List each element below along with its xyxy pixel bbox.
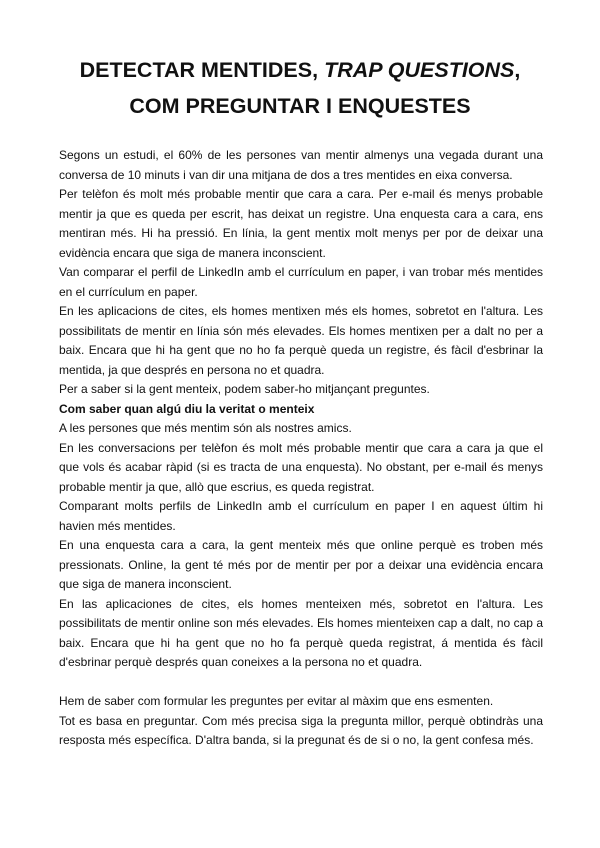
paragraph-9: En una enquesta cara a cara, la gent menteix més que online perquè es troben més pressionats. Online, la gent té més por de mentir per por a deixar una evidència encara que siga de manera inconscient. [59,538,543,591]
paragraph-12: Tot es basa en preguntar. Com més precisa siga la pregunta millor, perquè obtindràs una resposta més específica. D'altra banda, si la pregunat és de si o no, la gent confesa més. [59,713,543,747]
paragraph-6: A les persones que més mentim són als nostres amics. [59,421,352,435]
paragraph-1: Segons un estudi, el 60% de les persones van mentir almenys una vegada durant una conversa de 10 minuts i van dir una mitjana de dos a tres mentides en eixa conversa. [59,148,543,182]
title-part-2: , [514,58,521,82]
section-heading: Com saber quan algú diu la veritat o menteix [59,401,315,416]
title-part-1: DETECTAR MENTIDES, [79,58,325,82]
paragraph-4: En les aplicacions de cites, els homes mentixen més els homes, sobretot en l'altura. Les possibilitats de mentir en línia són més elevades. Els homes mentixen per a dalt no per a baix. Encara que hi ha gent que no ho fa perquè queda un registre, és fàcil d'esbrinar la mentida, ja que després en persona no et quadra. [59,304,543,377]
paragraph-8: Comparant molts perfils de LinkedIn amb el currículum en paper I en aquest últim hi havien més mentides. [59,499,543,533]
document-title-line-1 [40,57,560,83]
paragraph-3: Van comparar el perfil de LinkedIn amb el currículum en paper, i van trobar més mentides en el currículum en paper. [59,265,543,299]
document-title-line-2: COM PREGUNTAR I ENQUESTES [129,94,471,118]
document-body [59,146,543,751]
paragraph-5: Per a saber si la gent menteix, podem saber-ho mitjançant preguntes. [59,382,430,396]
paragraph-10: En las aplicaciones de cites, els homes menteixen més, sobretot en l'altura. Les possibilitats de mentir online son més elevades. Els homes mienteixen cap a dalt, no cap a baix. Encara que hi ha gent que no ho fa perquè queda registrat, á mentida és fàcil d'esbrinar perquè després quan coneixes a la persona no et quadra. [59,596,543,669]
paragraph-11: Hem de saber com formular les preguntes per evitar al màxim que ens esmenten. [59,694,494,708]
paragraph-2: Per telèfon és molt més probable mentir que cara a cara. Per e-mail és menys probable mentir ja que es queda per escrit, has deixat un registre. Una enquesta cara a cara, ens mentiran més. Hi ha pressió. En línia, la gent mentix molt menys per por de deixar una evidència encara que siga de manera inconscient. [59,187,543,260]
paragraph-7: En les conversacions per telèfon és molt més probable mentir que cara a cara ja que el que vols és acabar ràpid (si es tracta de una enquesta). No obstant, per e-mail és menys probable mentir ja que, allò que escrius, es queda registrat. [59,440,543,494]
title-italic-part: TRAP QUESTIONS [324,58,515,82]
